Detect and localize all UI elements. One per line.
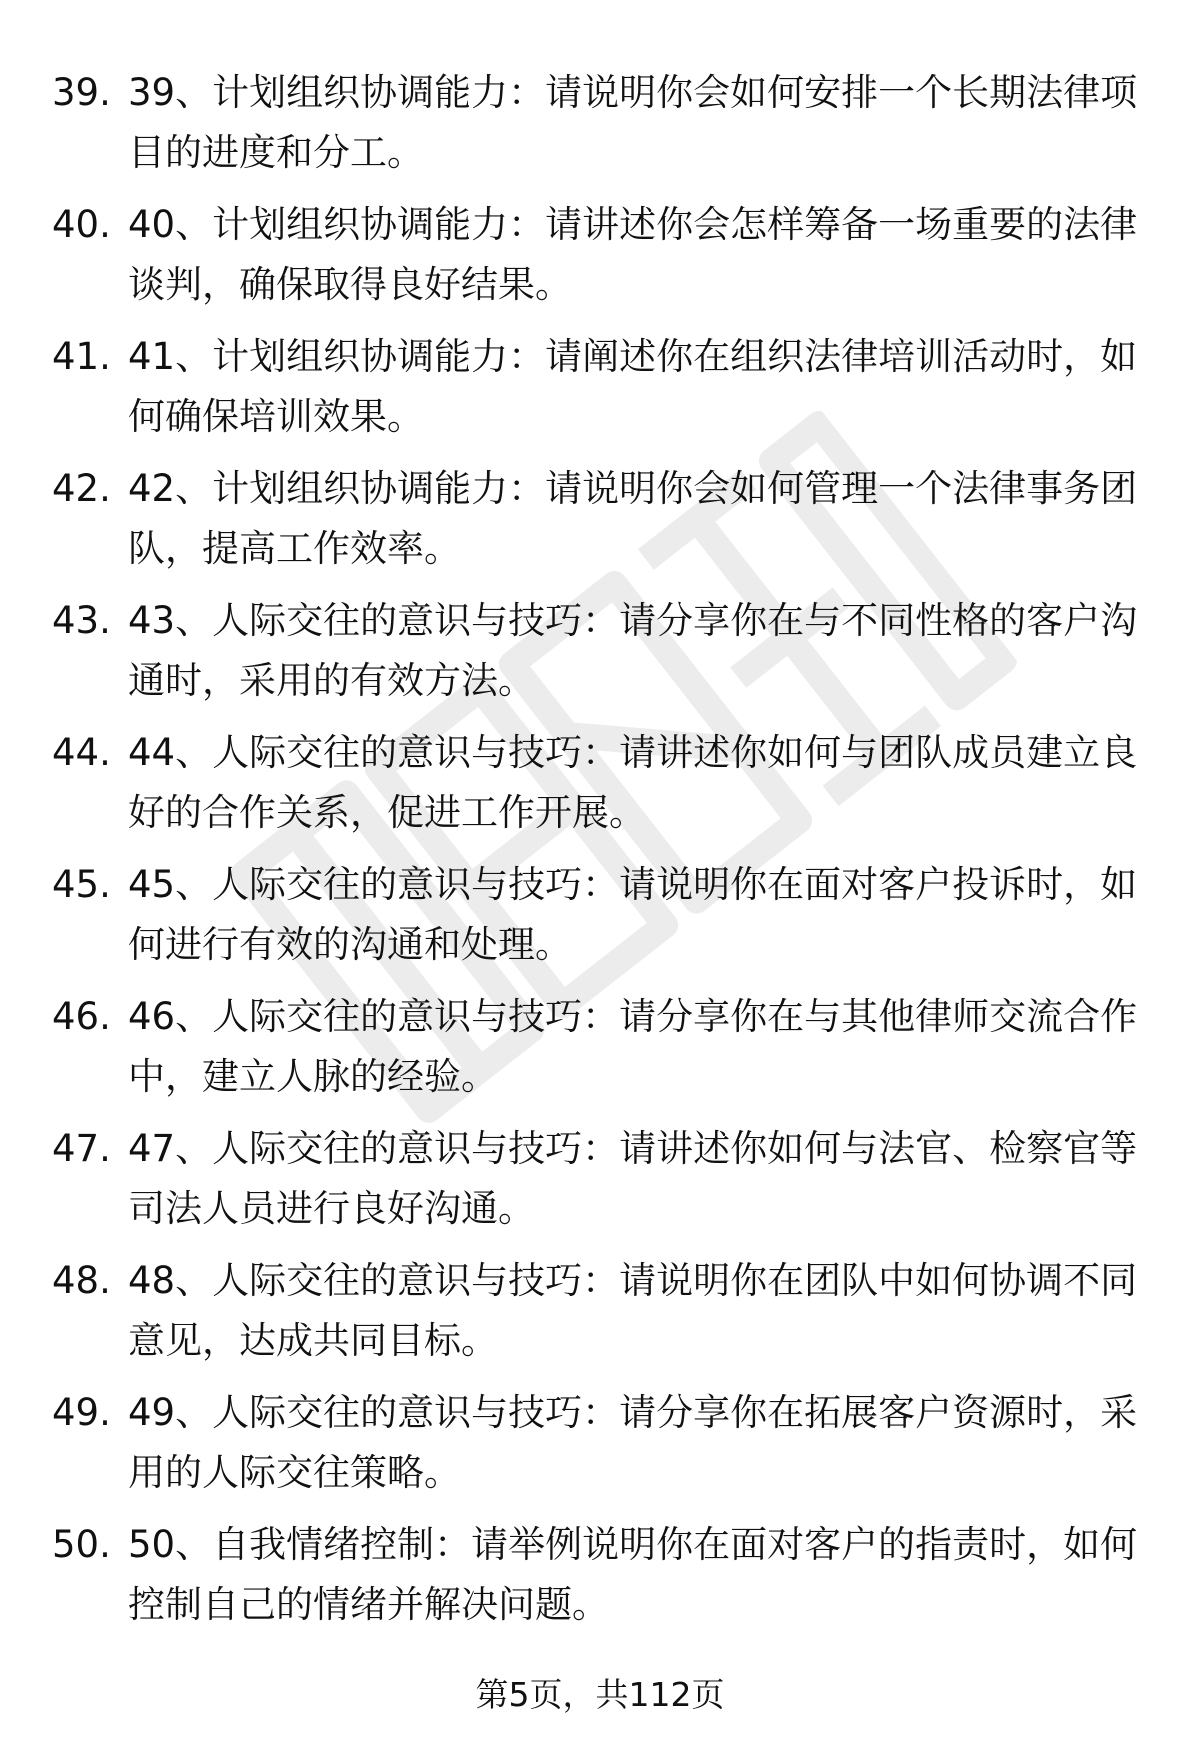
item-number: 43. bbox=[52, 599, 111, 642]
list-item bbox=[0, 1507, 1200, 1639]
item-number: 44. bbox=[52, 731, 111, 774]
item-text: 44、人际交往的意识与技巧：请讲述你如何与团队成员建立良好的合作关系，促进工作开展。 bbox=[128, 731, 1138, 834]
item-number: 46. bbox=[52, 995, 111, 1038]
item-text: 50、自我情绪控制：请举例说明你在面对客户的指责时，如何控制自己的情绪并解决问题。 bbox=[128, 1523, 1138, 1626]
item-text: 49、人际交往的意识与技巧：请分享你在拓展客户资源时，采用的人际交往策略。 bbox=[128, 1391, 1138, 1494]
page-number-label: 第5页，共112页 bbox=[475, 1675, 725, 1714]
item-number: 50. bbox=[52, 1523, 111, 1566]
item-text: 48、人际交往的意识与技巧：请说明你在团队中如何协调不同意见，达成共同目标。 bbox=[128, 1259, 1138, 1362]
item-number: 49. bbox=[52, 1391, 111, 1434]
list-item bbox=[0, 1111, 1200, 1243]
item-number: 47. bbox=[52, 1127, 111, 1170]
list-item bbox=[0, 187, 1200, 319]
item-number: 45. bbox=[52, 863, 111, 906]
list-item bbox=[0, 715, 1200, 847]
list-item bbox=[0, 1375, 1200, 1507]
item-text: 42、计划组织协调能力：请说明你会如何管理一个法律事务团队，提高工作效率。 bbox=[128, 467, 1138, 570]
list-item bbox=[0, 451, 1200, 583]
question-list bbox=[0, 55, 1200, 1639]
page-footer bbox=[0, 1670, 1200, 1720]
list-item bbox=[0, 55, 1200, 187]
item-number: 48. bbox=[52, 1259, 111, 1302]
list-item bbox=[0, 583, 1200, 715]
item-number: 42. bbox=[52, 467, 111, 510]
item-text: 39、计划组织协调能力：请说明你会如何安排一个长期法律项目的进度和分工。 bbox=[128, 71, 1138, 174]
list-item bbox=[0, 847, 1200, 979]
item-text: 47、人际交往的意识与技巧：请讲述你如何与法官、检察官等司法人员进行良好沟通。 bbox=[128, 1127, 1138, 1230]
item-number: 40. bbox=[52, 203, 111, 246]
list-item bbox=[0, 319, 1200, 451]
item-number: 39. bbox=[52, 71, 111, 114]
item-text: 46、人际交往的意识与技巧：请分享你在与其他律师交流合作中，建立人脉的经验。 bbox=[128, 995, 1138, 1098]
item-text: 45、人际交往的意识与技巧：请说明你在面对客户投诉时，如何进行有效的沟通和处理。 bbox=[128, 863, 1138, 966]
list-item bbox=[0, 979, 1200, 1111]
item-text: 40、计划组织协调能力：请讲述你会怎样筹备一场重要的法律谈判，确保取得良好结果。 bbox=[128, 203, 1138, 306]
list-item bbox=[0, 1243, 1200, 1375]
item-number: 41. bbox=[52, 335, 111, 378]
item-text: 43、人际交往的意识与技巧：请分享你在与不同性格的客户沟通时，采用的有效方法。 bbox=[128, 599, 1138, 702]
item-text: 41、计划组织协调能力：请阐述你在组织法律培训活动时，如何确保培训效果。 bbox=[128, 335, 1138, 438]
